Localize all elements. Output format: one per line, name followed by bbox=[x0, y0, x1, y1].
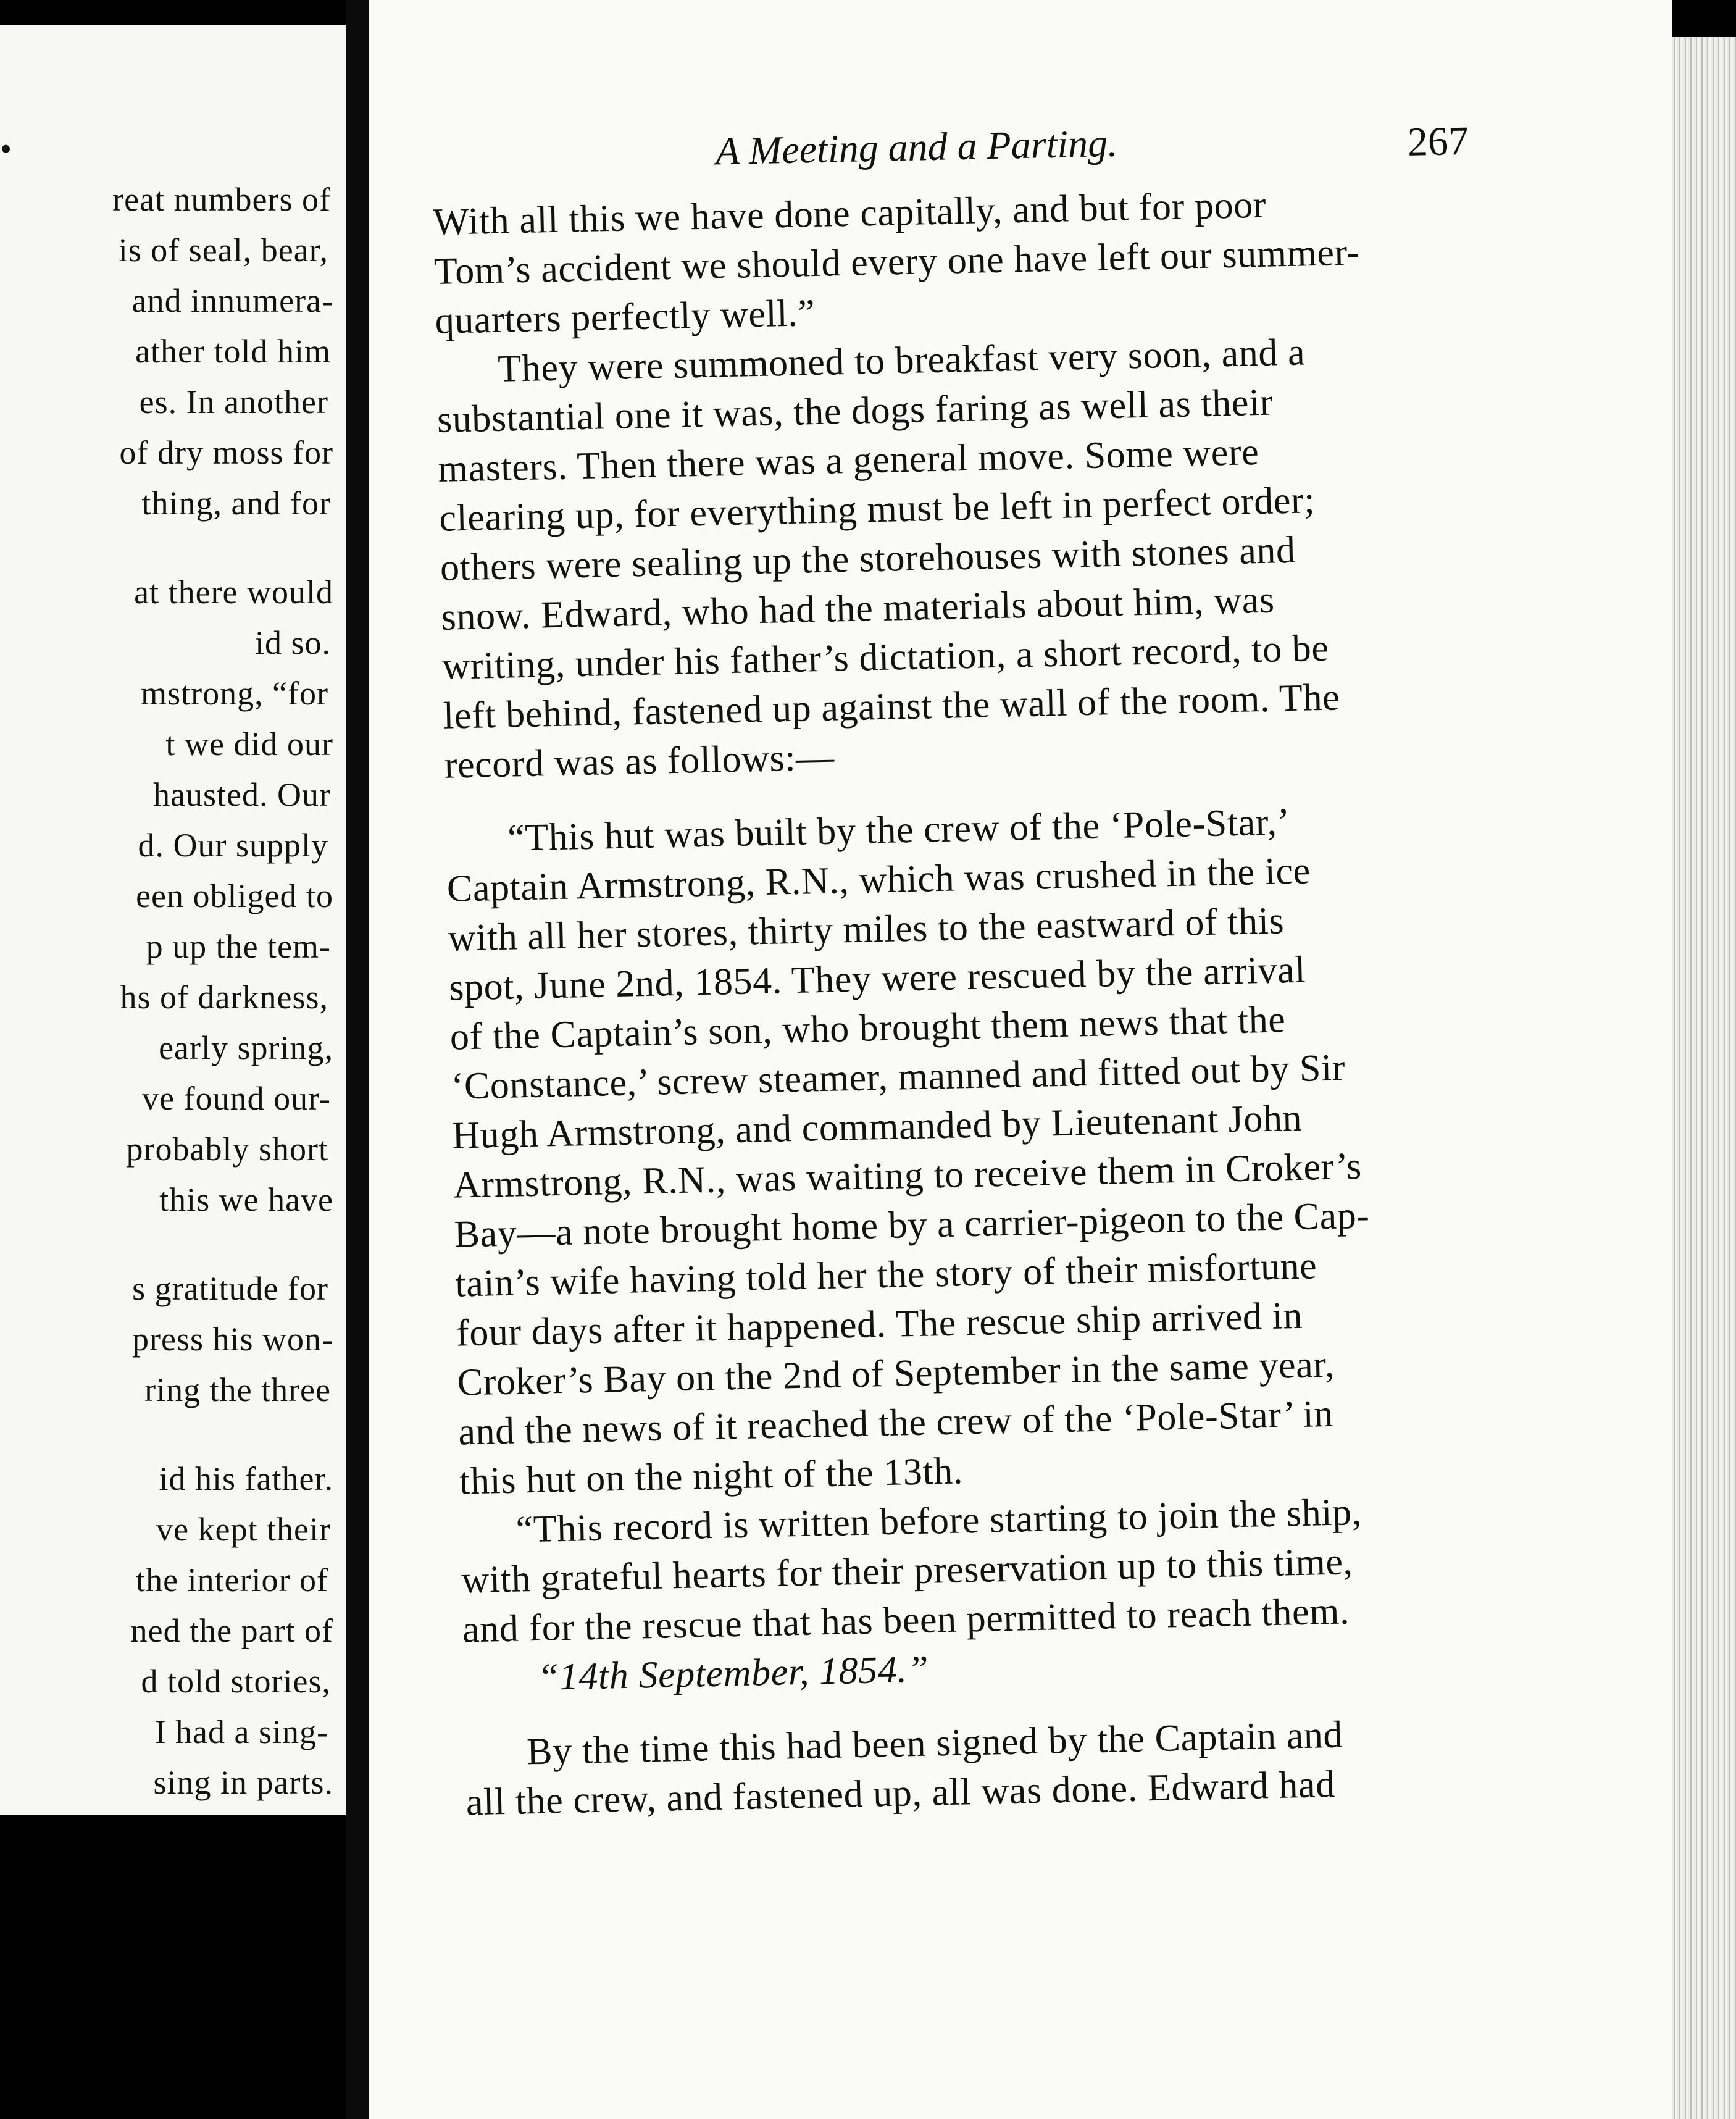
text-line: and the news of it reached the crew of the ‘Pole-Star’ in bbox=[457, 1392, 1334, 1453]
text-line: all the crew, and fastened up, all was done. Edward had bbox=[465, 1763, 1336, 1824]
text-line: writing, under his father’s dictation, a short record, to be bbox=[441, 627, 1330, 688]
text-line: Captain Armstrong, R.N., which was crushed in the ice bbox=[446, 850, 1311, 910]
text-line: Croker’s Bay on the 2nd of September in the same year, bbox=[457, 1343, 1335, 1404]
left-page-line: ather told him bbox=[135, 333, 331, 370]
text-line: left behind, fastened up against the wall of the room. The bbox=[443, 676, 1340, 737]
left-page-line: es. In another bbox=[139, 383, 328, 420]
text-line: of the Captain’s son, who brought them news that the bbox=[449, 998, 1287, 1058]
text-line: and for the rescue that has been permitted to reach them. bbox=[462, 1590, 1350, 1651]
text-line: others were sealing up the storehouses with stones and bbox=[440, 529, 1296, 589]
left-page-line: d. Our supply bbox=[138, 827, 328, 864]
book-gutter bbox=[346, 0, 369, 2119]
left-page-line: thing, and for bbox=[141, 485, 331, 522]
text-line: clearing up, for everything must be left in perfect order; bbox=[438, 479, 1316, 540]
left-page-line: of dry moss for bbox=[119, 434, 333, 471]
left-page-line: s gratitude for bbox=[132, 1270, 328, 1307]
text-line: masters. Then there was a general move. Some were bbox=[438, 431, 1259, 490]
page-content bbox=[431, 101, 1528, 1827]
text-line: substantial one it was, the dogs faring as well as their bbox=[436, 381, 1274, 441]
text-line: quarters perfectly well.” bbox=[434, 292, 816, 342]
left-page-line: sing in parts. bbox=[153, 1764, 333, 1801]
text-line: with all her stores, thirty miles to the eastward of this bbox=[447, 900, 1285, 959]
left-page-line: mstrong, “for bbox=[141, 675, 328, 712]
body-text bbox=[433, 175, 1529, 1827]
text-line: this hut on the night of the 13th. bbox=[459, 1450, 964, 1503]
left-page-line: • bbox=[0, 130, 12, 167]
text-line: snow. Edward, who had the materials about him, was bbox=[441, 579, 1275, 638]
text-line: record was as follows:— bbox=[444, 736, 835, 787]
left-page-line: press his won- bbox=[132, 1321, 333, 1358]
page-number: 267 bbox=[1407, 118, 1469, 165]
left-page-line: ned the part of bbox=[130, 1612, 333, 1649]
text-line: Tom’s accident we should every one have left our summer- bbox=[433, 231, 1361, 293]
text-line: Hugh Armstrong, and commanded by Lieutenant John bbox=[451, 1097, 1303, 1157]
left-page-line: at there would bbox=[134, 574, 333, 611]
left-page-line: early spring, bbox=[159, 1029, 333, 1066]
text-line: tain’s wife having told her the story of their misfortune bbox=[454, 1245, 1317, 1305]
left-page-line: hausted. Our bbox=[153, 776, 331, 813]
text-line: ‘Constance,’ screw steamer, manned and fitted out by Sir bbox=[450, 1047, 1346, 1108]
left-page-line: p up the tem- bbox=[146, 928, 331, 965]
left-page-line: ve kept their bbox=[156, 1511, 331, 1548]
left-page-line: id his father. bbox=[159, 1460, 333, 1497]
left-page-line: reat numbers of bbox=[112, 181, 331, 218]
page-edges bbox=[1672, 37, 1736, 2119]
text-line: Bay—a note brought home by a carrier-pigeon to the Cap- bbox=[453, 1194, 1371, 1256]
left-page-line: is of seal, bear, bbox=[118, 232, 328, 269]
left-page bbox=[0, 25, 346, 1815]
text-line: With all this we have done capitally, and but for poor bbox=[432, 183, 1267, 243]
left-page-line: hs of darkness, bbox=[120, 979, 328, 1016]
left-page-line: probably short bbox=[126, 1131, 328, 1168]
left-page-line: t we did our bbox=[165, 725, 333, 763]
text-line: “14th September, 1854.” bbox=[537, 1648, 930, 1699]
text-line: four days after it happened. The rescue ship arrived in bbox=[456, 1294, 1303, 1355]
text-line: spot, June 2nd, 1854. They were rescued by the arrival bbox=[448, 948, 1306, 1009]
running-title: A Meeting and a Parting. bbox=[715, 120, 1118, 173]
left-page-line: d told stories, bbox=[141, 1663, 331, 1700]
text-line: “This record is written before starting to join the ship, bbox=[515, 1490, 1363, 1551]
left-page-line: I had a sing- bbox=[154, 1713, 328, 1750]
text-line: By the time this had been signed by the Captain and bbox=[526, 1713, 1343, 1773]
text-line: “This hut was built by the crew of the ‘Pole-Star,’ bbox=[507, 801, 1291, 859]
left-page-line: id so. bbox=[254, 624, 331, 661]
left-page-line: een obliged to bbox=[136, 877, 333, 914]
left-page-line: this we have bbox=[159, 1181, 333, 1218]
text-line: Armstrong, R.N., was waiting to receive them in Croker’s bbox=[453, 1145, 1363, 1206]
text-line: with grateful hearts for their preservation up to this time, bbox=[461, 1540, 1354, 1602]
left-page-line: and innumera- bbox=[131, 282, 333, 319]
left-page-line: ring the three bbox=[144, 1371, 331, 1408]
right-page bbox=[369, 0, 1672, 2119]
text-line: They were summoned to breakfast very soon, and a bbox=[497, 331, 1306, 390]
left-page-line: the interior of bbox=[136, 1561, 328, 1599]
left-page-line: ve found our- bbox=[142, 1080, 331, 1117]
